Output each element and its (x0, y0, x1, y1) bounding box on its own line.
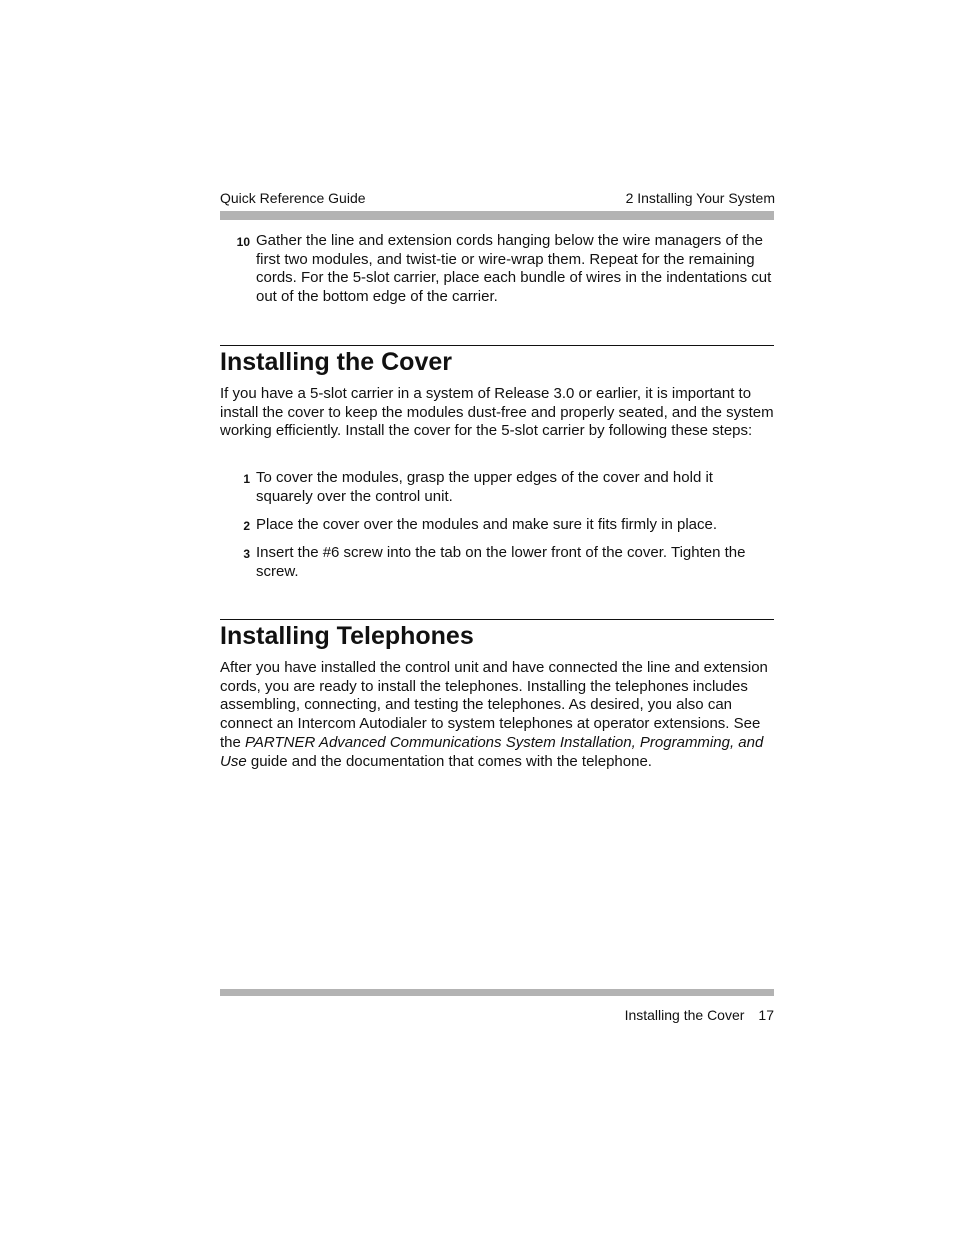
page-number: 17 (758, 1007, 774, 1023)
section-installing-cover (220, 345, 774, 377)
step-number: 1 (243, 472, 250, 486)
footer-section-title: Installing the Cover (624, 1007, 745, 1023)
guide-title-reference: PARTNER Advanced Communications System Installation, Programming, and Use (220, 733, 764, 770)
step-text: Gather the line and extension cords hanging below the wire managers of the first two modules, and twist-tie or wire-wrap them. Repeat for the remaining cords. For the 5-slot carrier, place each bundle of wires in the indentations cut out of the bottom edge of the carrier. (256, 232, 772, 306)
step-number: 2 (243, 519, 250, 533)
step-number: 10 (236, 235, 250, 249)
cover-intro-paragraph: If you have a 5-slot carrier in a system of Release 3.0 or earlier, it is important to install the cover to keep the modules dust-free and properly seated, and the system working efficiently. Install the cover for the 5-slot carrier by following these steps: (220, 385, 774, 440)
step-10 (220, 232, 774, 307)
header-guide-title: Quick Reference Guide (220, 190, 366, 206)
section-installing-telephones (220, 619, 774, 651)
cover-step-2 (220, 516, 774, 535)
header-bar (220, 211, 774, 220)
document-page (220, 0, 774, 1235)
section-heading: Installing the Cover (220, 348, 452, 376)
step-number: 3 (243, 547, 250, 561)
telephones-paragraph (220, 659, 774, 771)
cover-step-3 (220, 544, 774, 581)
paragraph-text-end: guide and the documentation that comes with the telephone. (246, 752, 652, 770)
footer-bar (220, 989, 774, 996)
step-text: Insert the #6 screw into the tab on the lower front of the cover. Tighten the screw. (256, 544, 746, 580)
section-heading: Installing Telephones (220, 622, 474, 650)
step-text: To cover the modules, grasp the upper edges of the cover and hold it squarely over the control unit. (256, 469, 713, 505)
header-chapter-title: 2 Installing Your System (625, 190, 775, 206)
paragraph-text-start: After you have installed the control unit and have connected the line and extension cords, you are ready to install the telephones. Installing the telephones includes assembling, connecting, and testing the telephones. As desired, you also can connect an Intercom Autodialer to system telephones at operator extensions. See the (220, 659, 768, 751)
cover-step-1 (220, 469, 774, 506)
step-text: Place the cover over the modules and make sure it fits firmly in place. (256, 516, 718, 533)
running-footer (625, 1006, 774, 1024)
